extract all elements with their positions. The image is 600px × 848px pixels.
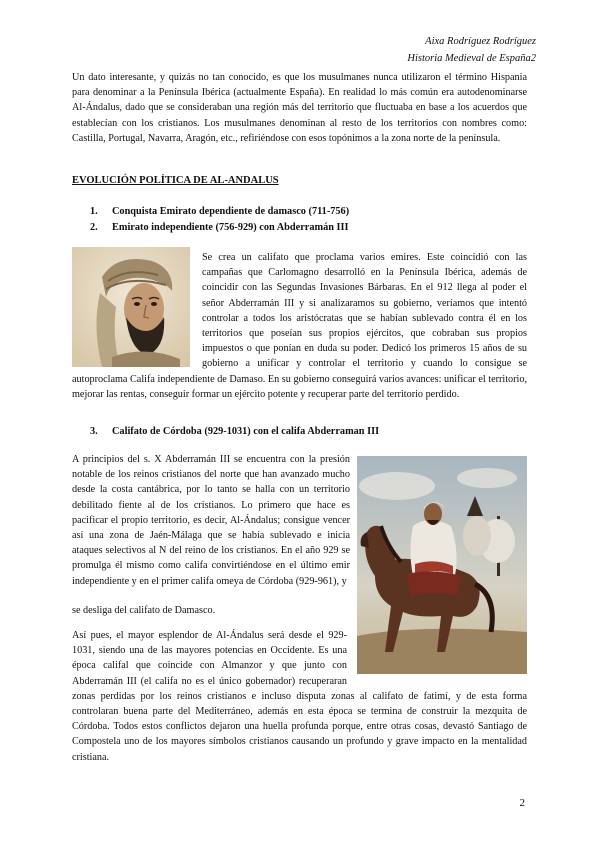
list-item-1: [90, 206, 349, 217]
page-header: [407, 33, 536, 67]
list-text: Emirato independiente (756-929) con Abderramán III: [112, 222, 349, 233]
image-wrap-spacer: [72, 250, 202, 370]
list-text: Conquista Emirato dependiente de damasco (711-756): [112, 206, 350, 217]
paragraph-emirato-text: Se crea un califato que proclama varios emires. Este coincidió con las campañas que Carlomagno desarrolló en la Península Ibérica, además de coincidir con las Segundas Invasiones Bárbaras. En el 912 llega al poder el señor Abderramán III y si analizaramos su gobierno, veríamos que intentó controlar a todos los aristócratas que se habían sublevado contra él en los territorios que poseían sus propios ejércitos, que cobraban sus propios impuestos o que ponían en duda su poder. Dedicó los primeros 15 años de su gobierno a unificar y controlar el territorio y cuando lo consigue se autoproclama Califa independiente de Damaso. En su gobierno conseguirá varios avances: unificar el territorio, mejorar las rentas, conseguir formar un ejército potente y recuperar parte del territorio perdido.: [72, 252, 527, 400]
list-number: 2.: [90, 222, 98, 233]
page-number: 2: [519, 797, 525, 809]
author-name: Aixa Rodríguez Rodríguez: [425, 36, 536, 47]
list-number: 3.: [90, 426, 98, 437]
section-heading: EVOLUCIÓN POLÍTICA DE AL-ANDALUS: [72, 175, 279, 186]
paragraph-esplendor-text: Así pues, el mayor esplendor de Al-Ándalus será desde el 929-1031, siendo una de las mayores potencias en Occidente. Es una época califal que coincide con Almanzor y que junto con Abderramán III (el califa no es el único gobernador) recuperaran zonas perdidas por los reinos cristianos e incluso disputa zonas al califato de fatimí, y de esta forma controlaran buena parte del Mediterráneo, además en esta época se termina de construir la mezquita de Córdoba. Todos estos conflictos dejaron una huella profunda porque, entre otras cosas, devastó Santiago de Compostela uno de los mayores símbolos cristianos causando un profundo y grave impacto en la mentalidad cristiana.: [72, 630, 527, 763]
paragraph-califato-end: se desliga del califato de Damasco.: [72, 605, 216, 616]
paragraph-esplendor: [72, 628, 527, 765]
list-number: 1.: [90, 206, 98, 217]
list-item-3: [90, 426, 379, 437]
image-wrap-spacer: [347, 628, 527, 674]
paragraph-emirato: [72, 250, 527, 402]
list-text: Califato de Córdoba (929-1031) con el califa Abderraman III: [112, 426, 380, 437]
intro-paragraph: Un dato interesante, y quizás no tan conocido, es que los musulmanes nunca utilizaron el término Hispania para denominar a la Península Ibérica (actualmente España). En realidad lo más común era autodenominarse Al-Ándalus, dado que se consideraban una región más del territorio que fluctuaba en base a los acuerdos que establecían con los cristianos. Los musulmanes denominan al resto de los territorios con nombres como: Castilla, Portugal, Navarra, Aragón, etc., refiriéndose con esos topónimos a la zona norte de la península.: [72, 72, 527, 144]
paragraph-califato: A principios del s. X Abderramán III se encuentra con la presión notable de los reinos cristianos del norte que han avanzado mucho desde la costa cantábrica, por lo tanto se halla con un territorio debilitado fiente al de los cristianos. Lo primero que hace es pacificar el propio territorio, es decir, Al-Ándalus; consigue vencer así una zona de Jaén-Málaga que se había sublevado e inicia ataques selectivos al N del reino de los cristianos. En el año 929 se promulga él mismo como califa convirtiéndose en el último emir independiente y en el primer califa omeya de Córdoba (929-961), y: [72, 454, 350, 587]
course-title: Historia Medieval de España2: [407, 53, 536, 64]
list-item-2: [90, 222, 349, 233]
